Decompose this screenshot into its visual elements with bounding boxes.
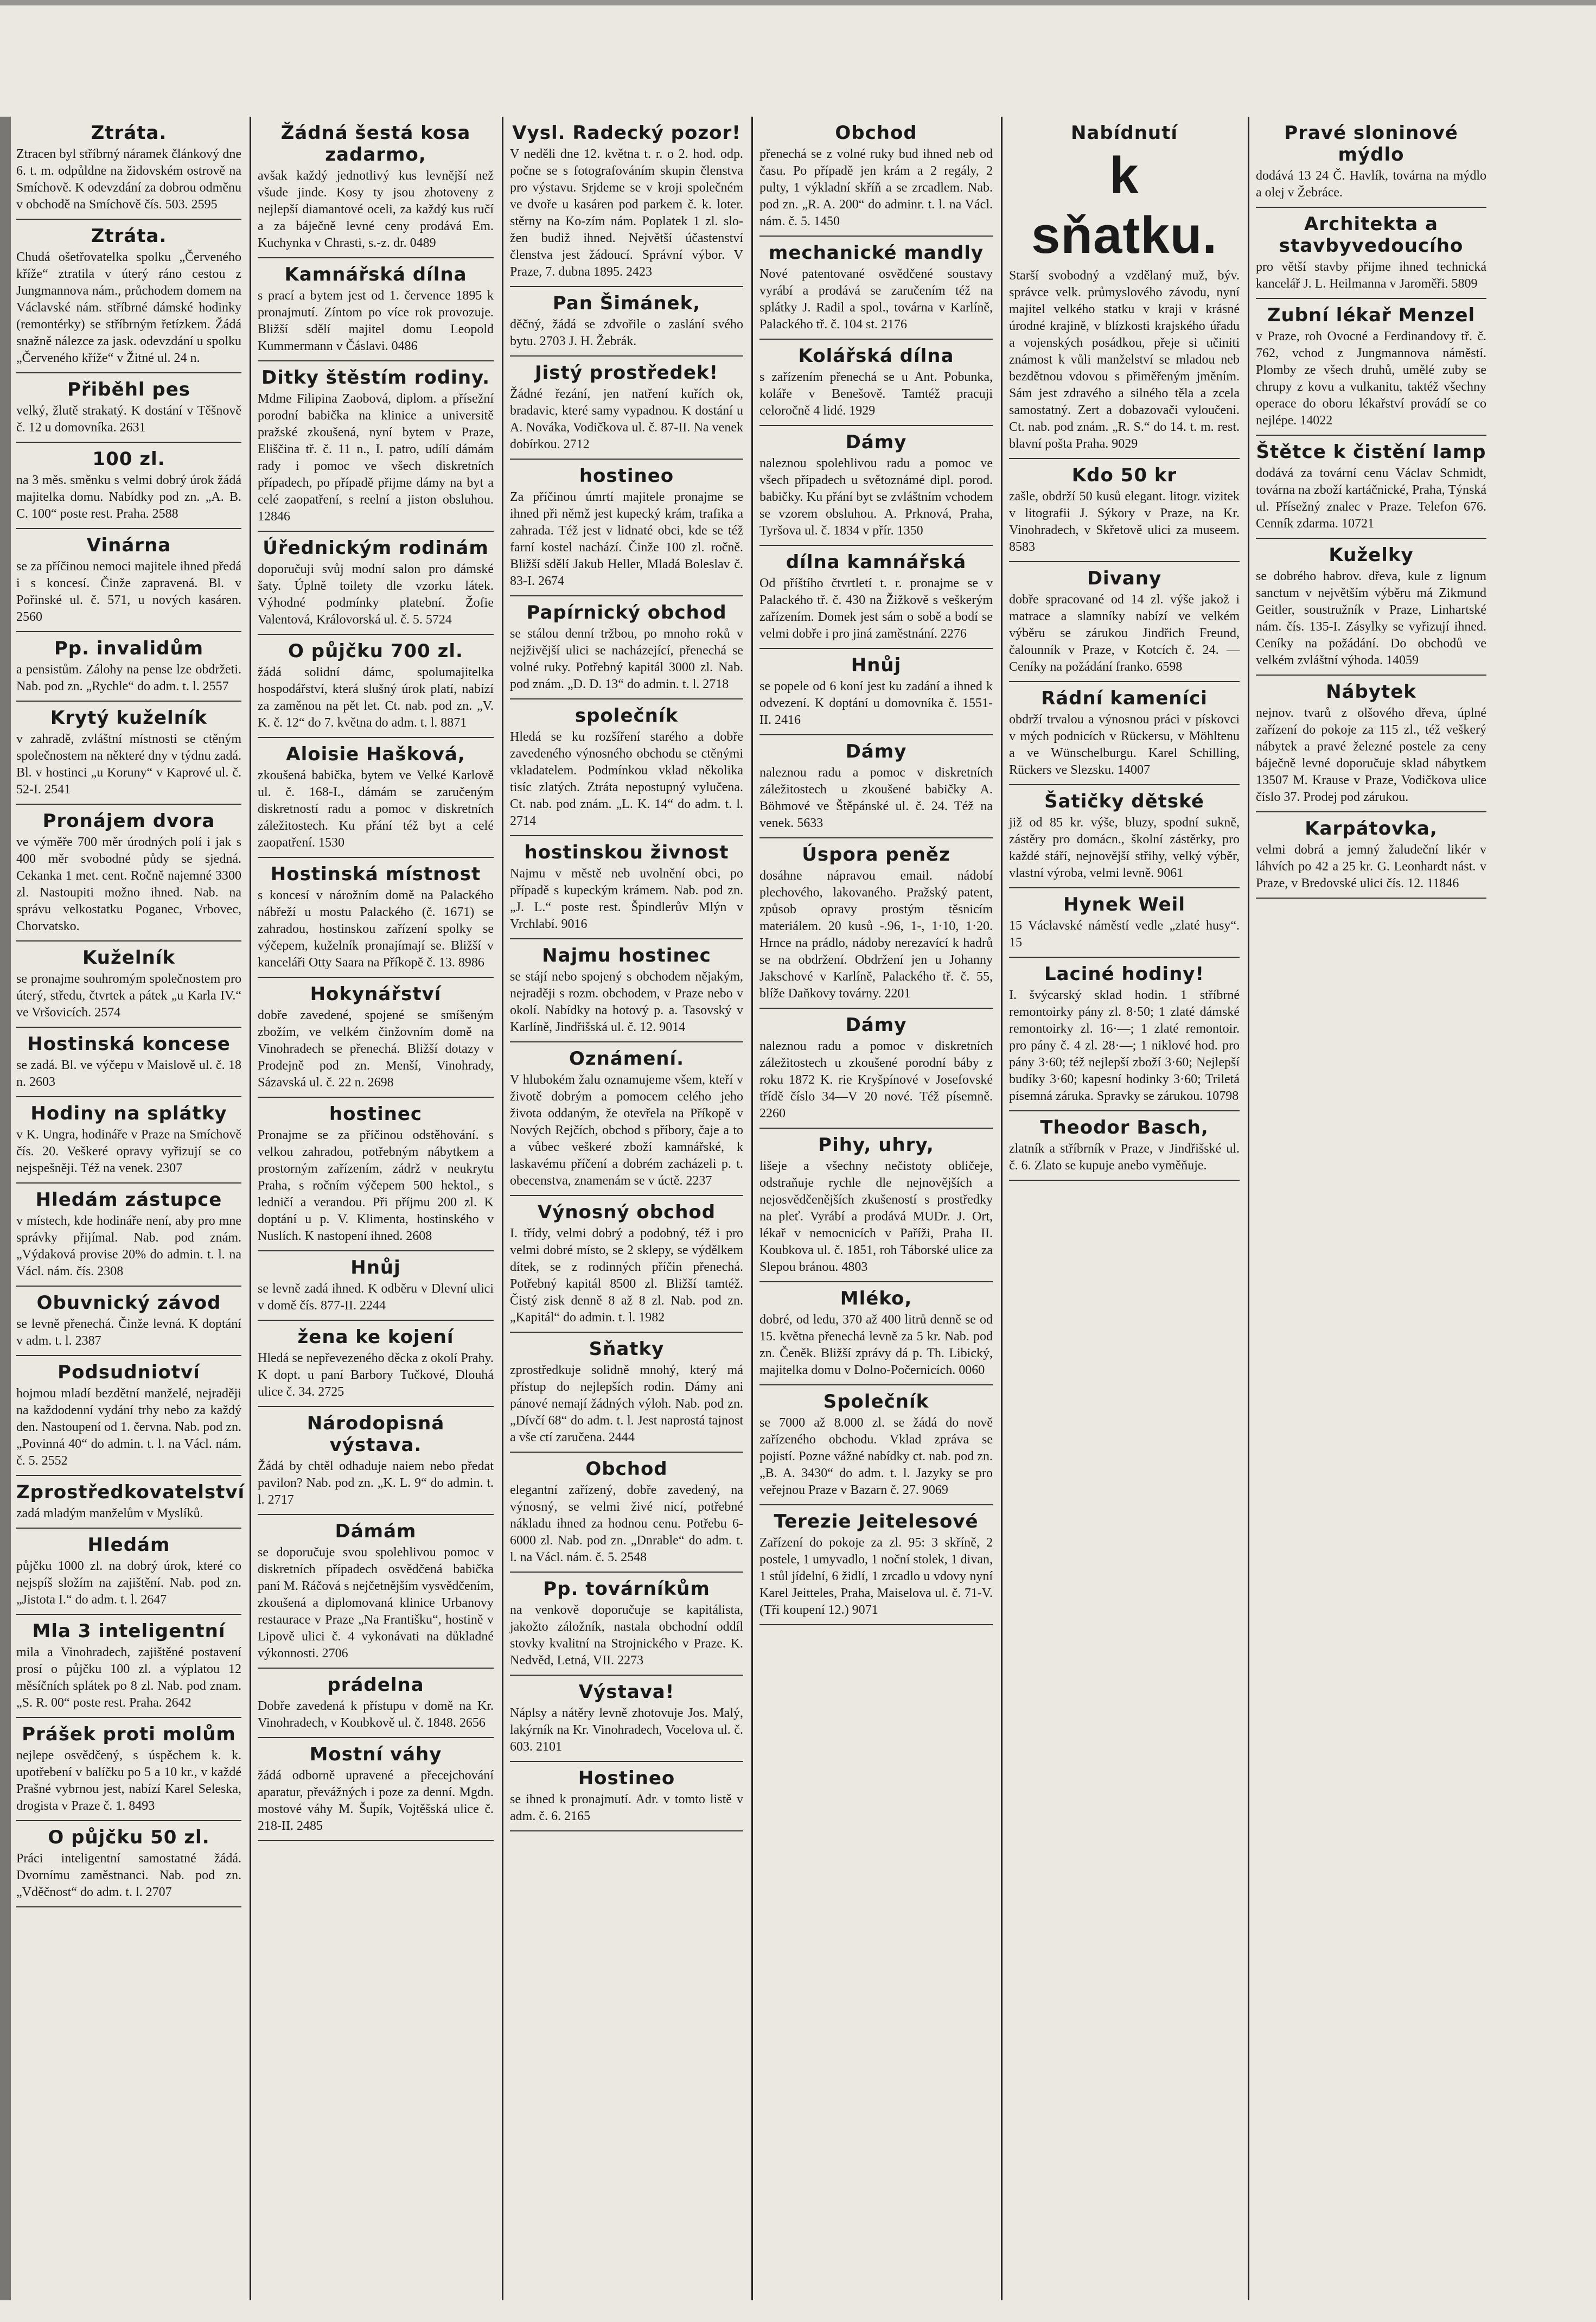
- classified-ad: [258, 1098, 494, 1251]
- ad-body: se doporučuje svou spolehlivou pomoc v diskretních případech osvědčená babička paní M. Ráčová s nejčetnějším vysvědčením, zkoušená a diplomovaná klinice Urbanovy restaurace v Praze „Na Františku“, hostině v Lipově ulici č. 4 vykonávati na důkladné výkonnosti. 2706: [258, 1545, 494, 1661]
- ad-body: obdrží trvalou a výnosnou práci v pískovci v mých podnicích v Rückersu, v Möhltenu a ve Wünschelburgu. Karel Schilling, Rückers ve Slezsku. 14007: [1009, 712, 1240, 777]
- ad-headline: Papírnický obchod: [526, 602, 727, 624]
- classified-ad: [258, 532, 494, 635]
- classified-ad: [759, 838, 993, 1009]
- ad-headline: Hledám zástupce: [35, 1189, 222, 1211]
- ad-body: Hledá se ku rozšíření starého a dobře zavedeného výnosného obchodu se ctěnými vkladatelem. Podmínkou vklad několika tisíc zlatých. Ztráta nepostupný vylučena. Ct. nab. pod znám. „L. K. 14“ do adm. t. l. 2714: [510, 730, 743, 828]
- ad-headline: Zubní lékař Menzel: [1267, 304, 1476, 326]
- ad-body: doporučuji svůj modní salon pro dámské šaty. Úplně toilety dle vzorku látek. Výhodné podmínky platební. Žofie Valentová, Královorská ul. č. 5. 5724: [258, 562, 494, 627]
- ad-headline: Kuželník: [82, 947, 175, 969]
- ad-headline: Prášek proti molům: [22, 1723, 236, 1745]
- ad-body: pro větší stavby přijme ihned technická kancelář J. L. Heilmanna v Jaroměři. 5809: [1256, 260, 1486, 291]
- ad-headline: Dámám: [335, 1521, 417, 1542]
- ad-headline: O půjčku 700 zl.: [288, 640, 463, 662]
- ad-headline: Laciné hodiny!: [1044, 963, 1204, 985]
- classified-ad: [510, 1196, 743, 1333]
- ad-body: zkoušená babička, bytem ve Velké Karlově ul. č. 168-I., dámám se zaručeným diskretností radu a pomoc v diskretních záležitostech. Ku přání též byt a celé zaopatření. 1530: [258, 768, 494, 850]
- ad-headline: O půjčku 50 zl.: [48, 1827, 210, 1848]
- ad-headline: společník: [574, 705, 679, 727]
- classified-ad: [510, 1676, 743, 1762]
- ad-body: dodává 13 24 Č. Havlík, továrna na mýdlo a olej v Žebráce.: [1256, 169, 1486, 200]
- classified-ad: [16, 702, 241, 805]
- ad-headline: Hnůj: [350, 1257, 401, 1278]
- ad-headline: hostineo: [579, 465, 674, 487]
- ad-body: žádá solidní dámc, spolumajitelka hospodářství, která slušný úrok platí, nabízí za zaměnou na pět let. Ct. nab. pod zn. „V. K. č. 12“ do 7. května do adm. t. l. 8871: [258, 665, 494, 730]
- ad-headline: žena ke kojení: [297, 1326, 454, 1348]
- ad-body: Hledá se nepřevezeného děcka z okolí Prahy. K dopt. u paní Barbory Tučkové, Dlouhá ulice č. 34. 2725: [258, 1351, 494, 1399]
- column-4: [754, 117, 998, 2300]
- ad-body: přenechá se z volné ruky bud ihned neb od času. Po případě jen krám a 2 regály, 2 pulty, 1 výkladní skříň a se zrcadlem. Nab. pod zn. „R. A. 200“ do adminr. t. l. na Václ. nám. č. 5. 1450: [759, 147, 993, 228]
- column-rule: [1001, 117, 1003, 2300]
- ad-headline: Pan Šimánek,: [552, 292, 701, 314]
- ad-body: velký, žlutě strakatý. K dostání v Těšnově č. 12 u domovníka. 2631: [16, 404, 241, 435]
- classified-ad: [16, 529, 241, 632]
- ad-body: zprostředkuje solidně mnohý, který má přístup do nejlepších rodin. Dámy ani pánové nemají žádných výloh. Nab. pod zn. „Dívčí 68“ do adm. t. l. Jest naprostá tajnost a vše ctí zaručena. 2444: [510, 1363, 743, 1445]
- ad-headline: Mla 3 inteligentní: [32, 1620, 226, 1642]
- ad-body: se popele od 6 koní jest ku zadání a ihned k odvezení. K doptání u domovníka č. 1551-II. 2416: [759, 679, 993, 727]
- ad-headline: Národopisná výstava.: [307, 1413, 445, 1456]
- classified-ad: [510, 596, 743, 699]
- classified-ad: [759, 426, 993, 546]
- ad-headline: Hnůj: [851, 654, 902, 676]
- ad-headline: mechanické mandly: [768, 242, 984, 264]
- ad-body: v K. Ungra, hodináře v Praze na Smíchově čís. 20. Veškeré opravy vyřizují se co nejspešněji. Též na venek. 2307: [16, 1128, 241, 1175]
- ad-body: velmi dobrá a jemný žaludeční likér v láhvích po 42 a 25 kr. G. Leonhardt nást. v Praze, v Bredovské ulici čís. 12. 11846: [1256, 843, 1486, 890]
- ad-body: naleznou spolehlivou radu a pomoc ve všech případech u světoznámé dipl. porod. babičky. Ku přání byt se zvláštním vchodem se vzorem obsluhou. A. Prknová, Praha, Tyršova ul. č. 1834 v přír. 1350: [759, 456, 993, 538]
- classified-ad: [16, 632, 241, 702]
- column-2: [252, 117, 499, 2300]
- ad-body: a pensistům. Zálohy na pense lze obdržeti. Nab. pod zn. „Rychle“ do adm. t. l. 2557: [16, 663, 241, 694]
- classified-ad: [1009, 785, 1240, 888]
- ad-headline: Krytý kuželník: [50, 707, 208, 729]
- column-rule: [751, 117, 753, 2300]
- ad-headline: Dámy: [845, 431, 907, 453]
- classified-ad: [258, 361, 494, 532]
- classified-ad: [1009, 117, 1240, 459]
- classified-ad: [759, 735, 993, 838]
- classified-ad: [258, 738, 494, 858]
- ad-body: Za příčinou úmrtí majitele pronajme se ihned při němž jest kupecký krám, trafika a zahrada. Též jest v lidnaté obci, kde se též farní kostel nachází. Činže 100 zl. ročně. Bližší sdělí Jakub Heller, Mladá Boleslav č. 83-I. 2674: [510, 490, 743, 588]
- ad-headline: 100 zl.: [92, 448, 165, 470]
- ad-headline: Nábytek: [1326, 681, 1416, 703]
- column-3: [505, 117, 749, 2300]
- ad-body: Pronajme se za příčinou odstěhování. s velkou zahradou, potřebným nábytkem a prostorným zařízením, zádrž v neukrytu Praha, s ročním výčepem 500 hektol., s ledničí a verandou. Při příjmu 200 zl. K doptání u p. V. Klimenta, hostinského v Nuslích. K nastopení ihned. 2608: [258, 1128, 494, 1243]
- ad-headline: Kdo 50 kr: [1071, 465, 1177, 486]
- classified-ad: [258, 1515, 494, 1669]
- ad-headline: Výstava!: [578, 1681, 675, 1703]
- ad-body: zlatník a stříbrník v Praze, v Jindřišské ul. č. 6. Zlato se kupuje anebo vyměňuje.: [1009, 1142, 1240, 1173]
- classified-ad: [16, 443, 241, 529]
- ad-body: Ztracen byl stříbrný náramek článkový dne 6. t. m. odpůldne na židovském ostrově na Smíchově. K odevzdání za dobrou odměnu v obchodě na Smíchově čís. 503. 2595: [16, 147, 241, 212]
- classified-ad: [16, 805, 241, 941]
- ad-body: elegantní zařízený, dobře zavedený, na výnosný, se velmi živé nicí, potřebné nákladu ihned za hodnou cenu. Potřebu 6-6000 zl. Nab. pod zn. „Dnrable“ do adm. t. l. na Václ. nám. č. 5. 2548: [510, 1483, 743, 1564]
- ad-body: Od příštího čtvrtletí t. r. pronajme se v Palackého tř. č. 430 na Žižkově s veškerým zařízením. Domek jest sám o sobě a bodí se velmi dobře i pro jiná zaměstnání. 2276: [759, 576, 993, 641]
- ad-body: s zařízením přenechá se u Ant. Pobunka, koláře v Benešově. Tamtéž pracuji celoročně 4 lidé. 1929: [759, 370, 993, 418]
- classified-ad: [1009, 1111, 1240, 1181]
- ad-headline: Ztráta.: [91, 225, 167, 247]
- classified-ad: [16, 373, 241, 443]
- ad-body: se levně přenechá. Činže levná. K doptání v adm. t. l. 2387: [16, 1317, 241, 1348]
- ad-headline: Kuželky: [1329, 544, 1414, 566]
- ad-body: Najmu v městě neb uvolnění obci, po případě s kupeckým krámem. Nab. pod zn. „J. L.“ poste rest. Špindlerův Mlýn v Vrchlabí. 9016: [510, 867, 743, 931]
- classified-ad: [258, 1407, 494, 1515]
- ad-body: s prací a bytem jest od 1. července 1895 k pronajmutí. Zíntom po více rok provozuje. Bližší sdělí majitel domu Leopold Kummermann v Čáslavi. 0486: [258, 289, 494, 353]
- classified-ad: [759, 340, 993, 426]
- column-6: [1250, 117, 1492, 2300]
- ad-body: V hlubokém žalu oznamujeme všem, kteří v životě dobrým a pomocem celého jeho života oddaným, že otevřela na Příkopě v Nových Rejčích, obchod s příbory, čaje a to a vůbec veškeré zboží kamnářské, k laskavému příčení a dobrém zacházeli p. t. obecenstva, znamenám se v úctě. 2237: [510, 1073, 743, 1188]
- classified-ad: [16, 117, 241, 220]
- classified-ad: [759, 1282, 993, 1385]
- ad-body: Starší svobodný a vzdělaný muž, býv. správce velk. průmyslového závodu, nyní majitel velkého statku v kraji v krásné úrodné krajině, v blízkosti krajského úřadu a vojenských posádkou, přeje si učiniti známost k vůli manželství se mladou neb bezdětnou vdovou s přiměřeným jměním. Sám jest zdravého a silného těla a zcela samostatný. Zert a dobazovači vyloučeni. Ct. nab. pod znám. „R. S.“ do 14. t. m. rest. blavní pošta Praha. 9029: [1009, 269, 1240, 451]
- ad-body: dodává za tovární cenu Václav Schmidt, továrna na zboží kartáčnické, Praha, Týnská ul. Přísežný znalec v Praze. Telefon 676. Cenník zdarma. 10721: [1256, 466, 1486, 531]
- ad-headline: Hostineo: [578, 1767, 675, 1789]
- ad-body: se stájí nebo spojený s obchodem nějakým, nejraději s rozm. obchodem, v Praze nebo v okolí. Nabídky na hotový p. a. Tasovský v Karlíně, Jindřišská ul. č. 12. 9014: [510, 970, 743, 1034]
- classified-ad: [258, 978, 494, 1098]
- ad-headline: Ditky štěstím rodiny.: [261, 367, 490, 389]
- ad-body: se za příčinou nemoci majitele ihned předá i s koncesí. Činže zapravená. Bl. v Pořinské ul. č. 571, u nových kasáren. 2560: [16, 559, 241, 624]
- classified-ad: [258, 1251, 494, 1321]
- ad-headline: Hokynářství: [310, 983, 442, 1005]
- ad-headline: Šatičky dětské: [1044, 791, 1204, 812]
- ad-big-headline: k sňatku.: [1031, 147, 1218, 264]
- ad-body: naleznou radu a pomoc v diskretních záležitostech u zkoušené babičky A. Böhmové ve Štěpánské ul. č. 24. Též na venek. 5633: [759, 766, 993, 830]
- classified-ad: [16, 1529, 241, 1615]
- classified-ad: [258, 1738, 494, 1841]
- ad-headline: Architekta a stavbyvedoucího: [1279, 213, 1464, 257]
- classified-ad: [510, 1453, 743, 1573]
- classified-ad: [16, 1718, 241, 1821]
- ad-headline: Pihy, uhry,: [818, 1134, 934, 1156]
- ad-headline: Rádní kameníci: [1041, 688, 1208, 709]
- ad-body: v místech, kde hodináře není, aby pro mne správky přijímal. Nab. pod znám. „Výdaková provise 20% do admin. t. l. na Václ. nám. čís. 2308: [16, 1214, 241, 1278]
- column-rule: [250, 117, 251, 2300]
- classified-ad: [510, 1333, 743, 1453]
- classified-ad: [510, 460, 743, 596]
- ad-body: lišeje a všechny nečistoty obličeje, odstraňuje rychle dle nejnovějších a nejosvědčenějších zkušeností s prostředky na pleť. Vyrábí a prodává MUDr. J. Ort, lékař v nemocnicích v Paříži, Praha II. Koubkova ul. č. 1851, roh Táborské ulice za Slepou bránou. 4803: [759, 1159, 993, 1274]
- ad-body: V neděli dne 12. května t. r. o 2. hod. odp. počne se s fotografováním skupin členstva pro výstavu. Srjdeme se v kroji společném ve dvoře u kasáren pod parkem č. k. loter. stěrny na Ko-zím nám. Poplatek 1 zl. slo-žen budiž ihned. Největší účastenství členstva jest žádoucí. Správní výbor. V Praze, 7. dubna 1895. 2423: [510, 147, 743, 279]
- classified-ad: [759, 546, 993, 649]
- ad-headline: Úspora peněz: [802, 844, 950, 866]
- ad-body: se stálou denní tržbou, po mnoho roků v nejživější ulici se nacházející, přenechá se volné ruky. Potřebný kapitál 3000 zl. Nab. pod znám. „D. D. 13“ do admin. t. l. 2718: [510, 627, 743, 691]
- classified-ad: [759, 1009, 993, 1129]
- classified-ad: [1256, 208, 1486, 299]
- ad-body: zašle, obdrží 50 kusů elegant. litogr. vizitek v litografii J. Sýkory v Praze, na Kr. Vinohradech, v Skřetově ulici za museem. 8583: [1009, 489, 1240, 554]
- ad-body: se levně zadá ihned. K odběru v Dlevní ulici v domě čís. 877-II. 2244: [258, 1282, 494, 1313]
- ad-headline: Přiběhl pes: [67, 379, 191, 400]
- classified-ad: [510, 939, 743, 1042]
- ad-body: mila a Vinohradech, zajištěné postavení prosí o půjčku 100 zl. a výplatou 12 měsíčních splátek po 8 zl. Nab. pod znam. „S. R. 00“ poste rest. Praha. 2642: [16, 1645, 241, 1710]
- classified-ad: [759, 117, 993, 237]
- classified-ad: [1009, 459, 1240, 562]
- ad-body: Chudá ošetřovatelka spolku „Červeného kříže“ ztratila v úterý ráno cestou z Jungmannova nám., průchodem domem na Václavské nám. stříbrné dámské hodinky (remontérky) se stříbrným řetízkem. Žádá snažně nálezce za jask. odevzdání u spolku „Červeného kříže“ v Žitné ul. 24 n.: [16, 250, 241, 365]
- ad-headline: Ztráta.: [91, 122, 167, 144]
- classified-ad: [16, 941, 241, 1028]
- ad-body: Žádá by chtěl odhaduje naiem nebo předat pavilon? Nab. pod zn. „K. L. 9“ do admin. t. l. 2717: [258, 1459, 494, 1507]
- classified-ad: [510, 1762, 743, 1831]
- classified-ad: [258, 635, 494, 738]
- ad-headline: Kolářská dílna: [798, 345, 954, 367]
- ad-headline: Mostní váhy: [309, 1744, 442, 1765]
- classified-ad: [16, 1821, 241, 1907]
- ad-body: v zahradě, zvláštní místnosti se ctěným společnostem na některé dny v týdnu zadá. Bl. v hostinci „u Koruny“ v Kaprové ul. č. 52-I. 2541: [16, 732, 241, 797]
- classified-ad: [510, 1573, 743, 1676]
- classified-ad: [759, 237, 993, 340]
- ad-body: zadá mladým manželům v Myslíků.: [16, 1506, 203, 1521]
- ad-headline: Zprostředkovatelství: [16, 1481, 245, 1503]
- ad-headline: Vinárna: [86, 535, 171, 556]
- classified-ad: [1256, 812, 1486, 899]
- ad-body: avšak každý jednotlivý kus levnější než všude jinde. Kosy ty jsou zhotoveny z nejlepší diamantové oceli, za každý kus ručí a za báječně levné ceny prodává Em. Kuchynka v Chrasti, s.-z. dr. 0489: [258, 169, 494, 250]
- ad-headline: dílna kamnářská: [786, 551, 967, 573]
- ad-body: se 7000 až 8.000 zl. se žádá do nově zařízeného obchodu. Vklad zpráva se pojistí. Pozne vážné nabídky ct. nab. pod zn. „B. A. 3430“ do adm. t. l. Jazyky se pro veřejnou Praze v Bazarn č. 27. 9069: [759, 1416, 993, 1497]
- ad-headline: Výnosný obchod: [537, 1201, 716, 1223]
- classified-ad: [510, 836, 743, 939]
- ad-headline: Najmu hostinec: [542, 945, 711, 966]
- ad-body: 15 Václavské náměstí vedle „zlaté husy“. 15: [1009, 919, 1240, 950]
- classified-ad: [258, 1669, 494, 1738]
- ad-headline: Úřednickým rodinám: [263, 537, 489, 559]
- ad-headline: Hostinská koncese: [27, 1033, 231, 1055]
- ad-body: dobře spracované od 14 zl. výše jakož i matrace a slamníky nabízí ve velkém výběru se zárukou Jindřich Freund, čalounník v Praze, v Kotcích č. 24. — Ceníky na požádání franko. 6598: [1009, 593, 1240, 674]
- ad-headline: Štětce k čistění lamp: [1256, 441, 1486, 463]
- classified-ad: [510, 117, 743, 287]
- ad-headline: Jistý prostředek!: [534, 362, 719, 384]
- ad-body: se pronajme souhromým společnostem pro úterý, středu, čtvrtek a pátek „u Karla IV.“ ve Vršovicích. 2574: [16, 972, 241, 1020]
- ad-body: se dobrého habrov. dřeva, kule z lignum sanctum v největším výběru má Zikmund Geitler, soustružník v Praze, Linhartské nám. čís. 135-I. Zásylky se vyřizují ihned. Ceníky na požádání. Do obchodů ve velkém zvláštní výhoda. 14059: [1256, 569, 1486, 667]
- ad-body: Mdme Filipina Zaobová, diplom. a přísežní porodní babička na klinice a universitě pražské zkoušená, nyní bytem v Praze, Eliščina tř. č. 11 n., I. patro, udílí dámám rady i pomoc ve všech diskretních případech, po případě přijme dámy na byt a celé zaopatření, s reelní a jiston obsluhou. 12846: [258, 392, 494, 524]
- ad-body: Dobře zavedená k přístupu v domě na Kr. Vinohradech, v Koubkově ul. č. 1848. 2656: [258, 1699, 494, 1730]
- ad-headline: prádelna: [327, 1674, 424, 1696]
- ad-headline: Hostinská místnost: [270, 863, 481, 885]
- ad-body: I. švýcarský sklad hodin. 1 stříbrné remontoirky pány zl. 8·50; 1 zlaté dámské remontoirky zl. 16·—; 1 zlaté remontoir. pro pány č. 4 zl. 28·—; 1 niklové hod. pro pány 3·60; též nejlepší zboží 3·60; Nejlepší budíky 3·60; kapesní hodinky 3·60; Triletá písemná záruka. Spravky se zárukou. 10798: [1009, 988, 1240, 1103]
- column-5: [1004, 117, 1245, 2300]
- ad-body: Práci inteligentní samostatné žádá. Dvornímu zaměstnanci. Nab. pod zn. „Vděčnost“ do adm. t. l. 2707: [16, 1852, 241, 1899]
- classified-ad: [16, 1476, 245, 1529]
- classified-ad: [1009, 562, 1240, 682]
- classified-ad: [16, 1287, 241, 1356]
- classified-ad: [16, 1184, 241, 1287]
- binding-shadow: [0, 117, 11, 2300]
- ad-headline: Mléko,: [840, 1288, 912, 1309]
- ad-body: hojmou mladí bezdětní manželé, nejraději na každodenní vydání trhy nebo za každý den. Nastoupení od 1. června. Nab. pod zn. „Povinná 40“ do admin. t. l. na Václ. nám. č. 5. 2552: [16, 1386, 241, 1468]
- classified-ad: [759, 1505, 993, 1625]
- ad-headline: Podsudniotví: [58, 1362, 200, 1383]
- ad-headline: Oznámení.: [569, 1048, 685, 1070]
- classified-ad: [510, 287, 743, 357]
- ad-headline: Pravé sloninové mýdlo: [1284, 122, 1458, 166]
- ad-body: I. třídy, velmi dobrý a podobný, též i pro velmi dobré místo, se 2 sklepy, se výdělkem dítek, se z rodinných příčin přenechá. Potřebný kapitál 8500 zl. Bližší tamtéž. Čistý zisk denně 8 až 8 zl. Nab. pod zn. „Kapitál“ do admin. t. l. 1982: [510, 1226, 743, 1325]
- classified-ad: [759, 649, 993, 735]
- ad-headline: Aloisie Hašková,: [286, 743, 465, 765]
- column-1: [11, 117, 247, 2300]
- ad-headline: Žádná šestá kosa zadarmo,: [280, 122, 471, 166]
- ad-headline: Dámy: [845, 741, 907, 762]
- ad-body: dobré, od ledu, 370 až 400 litrů denně se od 15. května přenechá levně za 5 kr. Nab. pod zn. Čeněk. Bližší zprávy dá p. Th. Libický, majitelka domu v Dolno-Počernicích. 0060: [759, 1313, 993, 1377]
- classified-ad: [1009, 958, 1240, 1111]
- ad-headline: Kamnářská dílna: [284, 264, 467, 285]
- classified-ad: [16, 1028, 241, 1097]
- classified-ad: [1256, 436, 1486, 539]
- classified-ad: [1256, 299, 1486, 436]
- ad-body: Zařízení do pokoje za zl. 95: 3 skříně, 2 postele, 1 umyvadlo, 1 noční stolek, 1 divan, 1 stůl jídelní, 6 židlí, 1 zrcadlo u vdovy nyní Karel Jeitteles, Praha, Maiselova ul. č. 71-V. (Tři koupení 12.) 9071: [759, 1536, 993, 1617]
- ad-headline: Hynek Weil: [1063, 894, 1185, 915]
- ad-headline: Společník: [823, 1391, 929, 1413]
- classified-ad: [258, 117, 494, 258]
- ad-headline: Nabídnutí: [1070, 122, 1178, 144]
- ad-headline: Pronájem dvora: [42, 810, 215, 832]
- ad-body: Náplsy a nátěry levně zhotovuje Jos. Malý, lakýrník na Kr. Vinohradech, Vocelova ul. č. 603. 2101: [510, 1706, 743, 1754]
- ad-headline: Karpátovka,: [1305, 818, 1438, 839]
- ad-body: půjčku 1000 zl. na dobrý úrok, které co nejspíš složím na zajištění. Nab. pod zn. „Jistota I.“ do adm. t. l. 2647: [16, 1559, 241, 1607]
- ad-headline: Sňatky: [589, 1338, 665, 1360]
- ad-body: se ihned k pronajmutí. Adr. v tomto listě v adm. č. 6. 2165: [510, 1792, 743, 1823]
- classified-ad: [1256, 117, 1486, 208]
- classified-ad: [258, 1321, 494, 1407]
- classified-ad: [258, 858, 494, 978]
- classified-ad: [510, 1042, 743, 1196]
- ad-body: dosáhne nápravou email. nádobí plechového, lakovaného. Pražský patent, způsob opravy prostým těsnicím materiálem. 20 kusů -.96, 1-, 1·10, 1·20. Hrnce na prádlo, nádoby nerezavící k hadrů se na obdržení. Obdržení jen u Johanny Jakschové v Karlíně, Palackého tř. č. 55, blíže Daňkovy továrny. 2201: [759, 869, 993, 1001]
- ad-headline: Hledám: [87, 1534, 170, 1556]
- column-rule: [502, 117, 503, 2300]
- classified-ad: [759, 1385, 993, 1505]
- ad-headline: Pp. invalidům: [54, 638, 204, 659]
- ad-body: Žádné řezání, jen natření kuřích ok, bradavic, které samy vypadnou. K dostání u A. Nováka, Vodičkova ul. č. 87-II. Na venek dobírkou. 2712: [510, 387, 743, 451]
- classified-ad: [510, 357, 743, 460]
- ad-body: se zadá. Bl. ve výčepu v Maislově ul. č. 18 n. 2603: [16, 1058, 241, 1089]
- ad-headline: Divany: [1087, 568, 1162, 589]
- ad-body: žádá odborně upravené a přecejchování aparatur, převážných i poze za denní. Mgdn. mostové váhy M. Šupík, Vojtěšská ulice č. 218-II. 2485: [258, 1768, 494, 1833]
- ad-body: na venkově doporučuje se kapitálista, jakožto záložník, nastala obchodní oddíl stovky kvalitní na Strojnického v Praze. K. Nedvěd, Letná, VII. 2273: [510, 1603, 743, 1668]
- ad-headline: Hodiny na splátky: [30, 1103, 227, 1124]
- classified-ad: [16, 220, 241, 373]
- classified-ad: [16, 1356, 241, 1476]
- ad-headline: Dámy: [845, 1014, 907, 1036]
- ad-body: nejlepe osvědčený, s úspěchem k. k. upotřebení v balíčku po 5 a 10 kr., v každé Prašné vybrnou jest, nabízí Karel Seleska, drogista v Praze č. 1. 8493: [16, 1748, 241, 1813]
- top-edge: [0, 0, 1596, 5]
- ad-body: Nové patentované osvědčené soustavy vyrábí a prodává se zaručením též na splátky J. Radil a spol., továrna v Karlíně, Palackého tř. č. 104 st. 2176: [759, 267, 993, 332]
- ad-body: naleznou radu a pomoc v diskretních záležitostech u zkoušené porodní báby z roku 1872 K. rie Kryšpínové v Josefovské třídě číslo 34—V 20 nové. Též písemně. 2260: [759, 1039, 993, 1121]
- classified-ad: [16, 1615, 241, 1718]
- ad-headline: Obchod: [585, 1458, 668, 1480]
- ad-body: s koncesí v nárožním domě na Palackého nábřeží u mostu Palackého (č. 1671) se zahradou, hostinskou zařízení spolky se výčepem, kuželník pronajímají se. Bližší v kanceláři Otty Saara na Příkopě č. 13. 8986: [258, 888, 494, 970]
- ad-headline: Obchod: [835, 122, 917, 144]
- ad-body: již od 85 kr. výše, bluzy, spodní sukně, zástěry pro domácn., školní zástěrky, pro každé stáří, nejnovější střihy, velký výběr, vlastní výroba, velmi levně. 9061: [1009, 816, 1240, 880]
- classified-ad: [258, 258, 494, 361]
- ad-headline: hostinskou živnost: [524, 842, 729, 863]
- classified-ad: [1009, 888, 1240, 958]
- ad-body: nejnov. tvarů z olšového dřeva, úplné zařízení do pokoje za 115 zl., též veškerý nábytek a pravé železné postele za ceny báječně levné doporučuje sklad nábytkem 13507 M. Krause v Praze, Vodičkova ulice číslo 37. Prodej pod zárukou.: [1256, 706, 1486, 804]
- ad-headline: Obuvnický závod: [36, 1292, 221, 1314]
- ad-headline: Vysl. Radecký pozor!: [512, 122, 741, 144]
- ad-body: dobře zavedené, spojené se smíšeným zbožím, ve velkém činžovním domě na Vinohradech se přenechá. Bližší dotazy v Prodejně pod zn. Menší, Vinohrady, Sázavská ul. č. 22 n. 2698: [258, 1008, 494, 1090]
- ad-body: v Praze, roh Ovocné a Ferdinandovy tř. č. 762, vchod z Jungmannova náměstí. Plomby ze všech druhů, umělé zuby se chrupy z kovu a vulkanitu, taktéž všechny operace do oboru lékařství provádí se co nejlépe. 14022: [1256, 329, 1486, 428]
- ad-headline: Pp. továrníkům: [543, 1578, 710, 1600]
- ad-body: ve výměře 700 měr úrodných polí i jak s 400 měr svobodné půdy se sjedná. Cekanka 1 met. cent. Ročně najemné 3300 zl. Nastoupiti možno ihned. Nab. na správu velkostatku Poganec, Vrbovec, Chorvatsko.: [16, 835, 241, 933]
- classified-ad: [1256, 676, 1486, 812]
- ad-headline: Terezie Jeitelesové: [774, 1511, 979, 1532]
- ad-headline: Theodor Basch,: [1040, 1117, 1209, 1138]
- classified-ad: [16, 1097, 241, 1184]
- ad-headline: hostinec: [329, 1103, 423, 1125]
- classified-ad: [1256, 539, 1486, 676]
- ad-body: děčný, žádá se zdvořile o zaslání svého bytu. 2703 J. H. Žebrák.: [510, 317, 743, 348]
- classified-ad: [510, 699, 743, 836]
- classified-ad: [759, 1129, 993, 1282]
- classified-ad: [1009, 682, 1240, 785]
- ad-body: na 3 měs. směnku s velmi dobrý úrok žádá majitelka domu. Nabídky pod zn. „A. B. C. 100“ poste rest. Praha. 2588: [16, 473, 241, 521]
- column-rule: [1248, 117, 1249, 2300]
